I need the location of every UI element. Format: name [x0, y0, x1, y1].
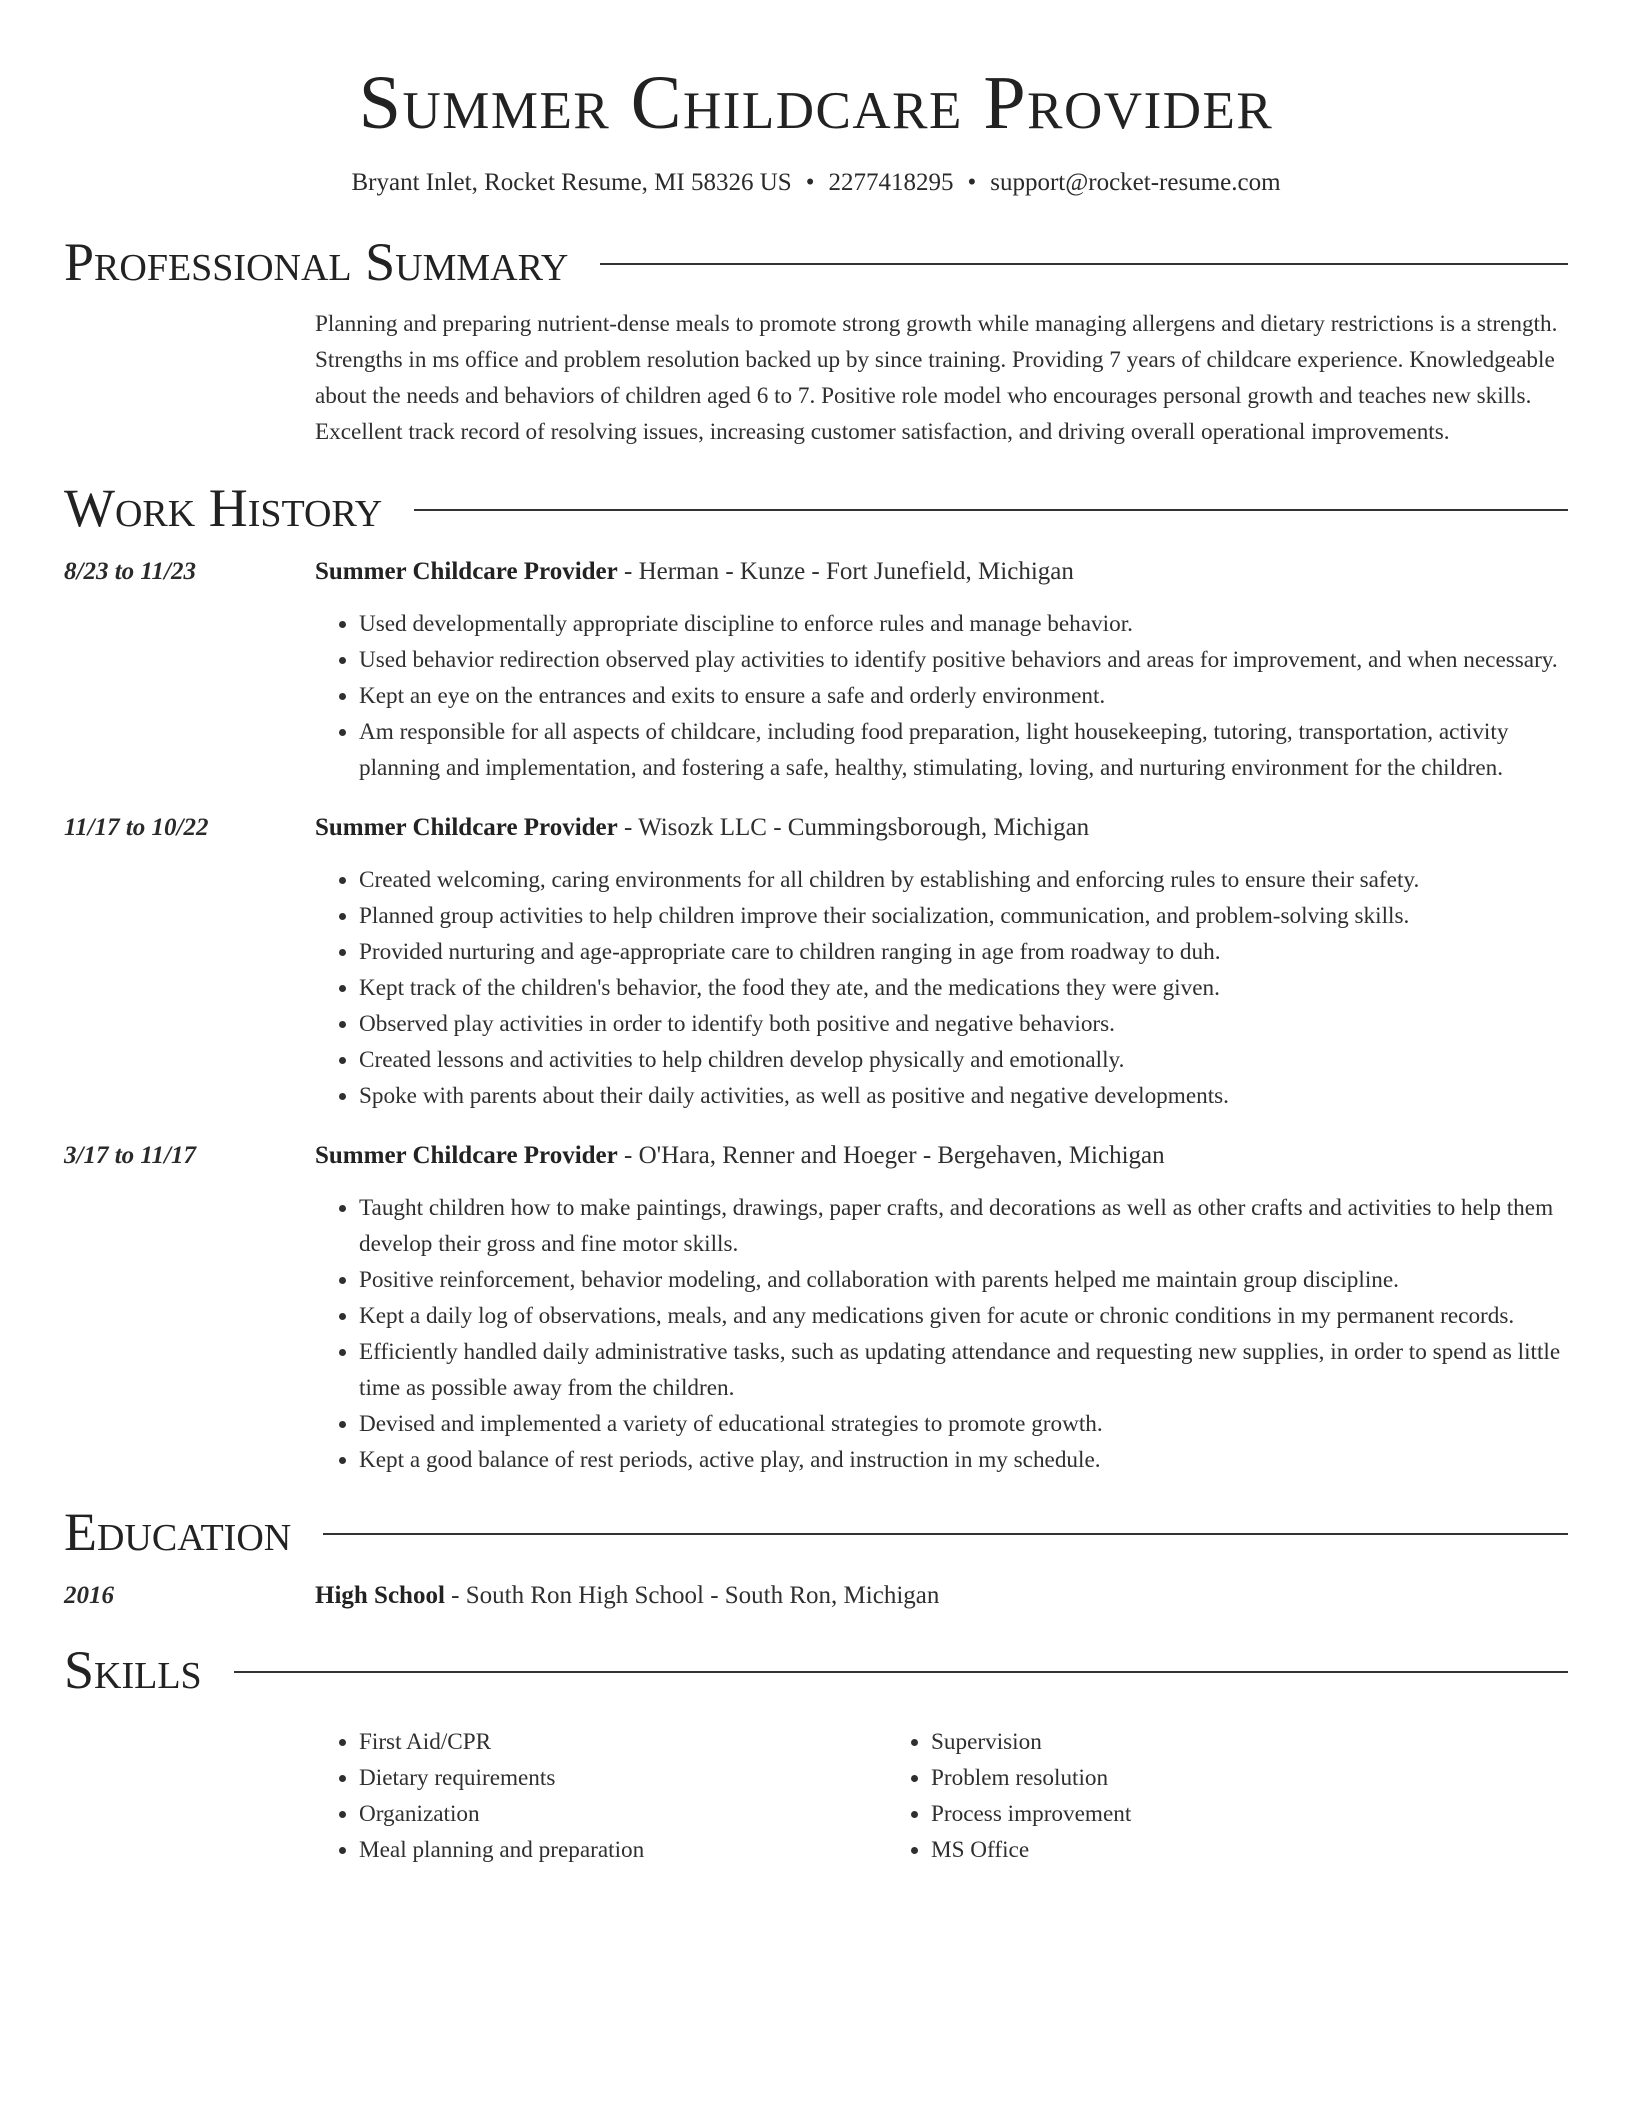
job-title: Summer Childcare Provider	[315, 814, 618, 841]
job-bullet: • Spoke with parents about their daily activities, as well as positive and negative developments.	[359, 1078, 1568, 1114]
education-section-heading	[64, 1500, 1568, 1564]
skill-item: • Process improvement	[931, 1796, 1568, 1832]
skill-item: • Organization	[359, 1796, 887, 1832]
job-bullet: • Created welcoming, caring environments for all children by establishing and enforcing rules to ensure their safety.	[359, 862, 1568, 898]
job-bullet: • Kept track of the children's behavior, the food they ate, and the medications they were given.	[359, 970, 1568, 1006]
job-header	[315, 554, 1568, 590]
skill-item: • First Aid/CPR	[359, 1724, 887, 1760]
job-details: - Herman - Kunze - Fort Junefield, Michigan	[617, 558, 1074, 585]
job-bullets	[315, 606, 1568, 786]
job-bullet: • Planned group activities to help children improve their socialization, communication, and problem-solving skills.	[359, 898, 1568, 934]
job-bullet: • Created lessons and activities to help children develop physically and emotionally.	[359, 1042, 1568, 1078]
work-section-heading	[64, 476, 1568, 540]
job-bullet: • Kept a good balance of rest periods, active play, and instruction in my schedule.	[359, 1442, 1568, 1478]
skill-item: • Meal planning and preparation	[359, 1832, 887, 1868]
job-date: 8/23 to 11/23	[64, 558, 196, 585]
education-degree: High School	[315, 1582, 445, 1609]
skills-list	[315, 1724, 1568, 1868]
job-entry	[64, 554, 1568, 786]
job-bullet: • Kept a daily log of observations, meals, and any medications given for acute or chronic conditions in my permanent records.	[359, 1298, 1568, 1334]
job-details: - O'Hara, Renner and Hoeger - Bergehaven, Michigan	[617, 1142, 1165, 1169]
job-bullet: • Kept an eye on the entrances and exits to ensure a safe and orderly environment.	[359, 678, 1568, 714]
job-bullet: • Positive reinforcement, behavior modeling, and collaboration with parents helped me maintain group discipline.	[359, 1262, 1568, 1298]
section-divider	[234, 1671, 1568, 1673]
section-title: Skills	[64, 1640, 202, 1700]
contact-email: support@rocket-resume.com	[990, 169, 1281, 196]
education-header	[315, 1578, 939, 1614]
contact-separator: •	[805, 169, 815, 196]
job-bullets	[315, 862, 1568, 1114]
job-body	[315, 554, 1568, 786]
job-body	[315, 810, 1568, 1114]
education-details: - South Ron High School - South Ron, Michigan	[444, 1582, 940, 1609]
resume-name: Summer Childcare Provider	[358, 61, 1274, 145]
section-divider	[600, 263, 1568, 265]
section-title: Education	[64, 1502, 292, 1562]
summary-text: Planning and preparing nutrient-dense meals to promote strong growth while managing allergens and dietary restrictions is a strength. Strengths in ms office and problem resolution backed up by since training. Providing 7 years of childcare experience. Knowledgeable about the needs and behaviors of children aged 6 to 7. Positive role model who encourages personal growth and teaches new skills. Excellent track record of resolving issues, increasing customer satisfaction, and driving overall operational improvements.	[315, 311, 1558, 445]
section-divider	[323, 1533, 1568, 1535]
education-entry	[64, 1578, 1568, 1614]
section-divider	[414, 509, 1568, 511]
job-entry	[64, 1138, 1568, 1478]
summary-section-heading	[64, 230, 1568, 294]
skills-section-heading	[64, 1638, 1568, 1702]
skill-item: • Problem resolution	[931, 1760, 1568, 1796]
job-bullet: • Used developmentally appropriate discipline to enforce rules and manage behavior.	[359, 606, 1568, 642]
job-entry	[64, 810, 1568, 1114]
job-bullet: • Am responsible for all aspects of childcare, including food preparation, light housekeeping, tutoring, transportation, activity planning and implementation, and fostering a safe, healthy, stimulating, loving, and nurturing environment for the children.	[359, 714, 1568, 786]
contact-separator: •	[967, 169, 977, 196]
contact-phone: 2277418295	[828, 169, 954, 196]
education-date: 2016	[64, 1582, 114, 1609]
job-body	[315, 1138, 1568, 1478]
job-date: 11/17 to 10/22	[64, 814, 209, 841]
section-title: Professional Summary	[64, 232, 569, 292]
job-bullet: • Observed play activities in order to identify both positive and negative behaviors.	[359, 1006, 1568, 1042]
skill-item: • MS Office	[931, 1832, 1568, 1868]
job-title: Summer Childcare Provider	[315, 558, 618, 585]
job-bullet: • Devised and implemented a variety of educational strategies to promote growth.	[359, 1406, 1568, 1442]
job-bullet: • Used behavior redirection observed play activities to identify positive behaviors and areas for improvement, and when necessary.	[359, 642, 1568, 678]
job-header	[315, 810, 1568, 846]
job-header	[315, 1138, 1568, 1174]
section-title: Work History	[64, 478, 383, 538]
skills-column-left	[315, 1724, 887, 1868]
skill-item: • Dietary requirements	[359, 1760, 887, 1796]
job-bullets	[315, 1190, 1568, 1478]
contact-line	[64, 166, 1568, 200]
skill-item: • Supervision	[931, 1724, 1568, 1760]
job-date: 3/17 to 11/17	[64, 1142, 196, 1169]
job-bullet: • Efficiently handled daily administrative tasks, such as updating attendance and requesting new supplies, in order to spend as little time as possible away from the children.	[359, 1334, 1568, 1406]
job-bullet: • Taught children how to make paintings, drawings, paper crafts, and decorations as well as other crafts and activities to help them develop their gross and fine motor skills.	[359, 1190, 1568, 1262]
job-title: Summer Childcare Provider	[315, 1142, 618, 1169]
skills-column-right	[887, 1724, 1568, 1868]
contact-address: Bryant Inlet, Rocket Resume, MI 58326 US	[351, 169, 792, 196]
job-details: - Wisozk LLC - Cummingsborough, Michigan	[617, 814, 1090, 841]
job-bullet: • Provided nurturing and age-appropriate care to children ranging in age from roadway to duh.	[359, 934, 1568, 970]
